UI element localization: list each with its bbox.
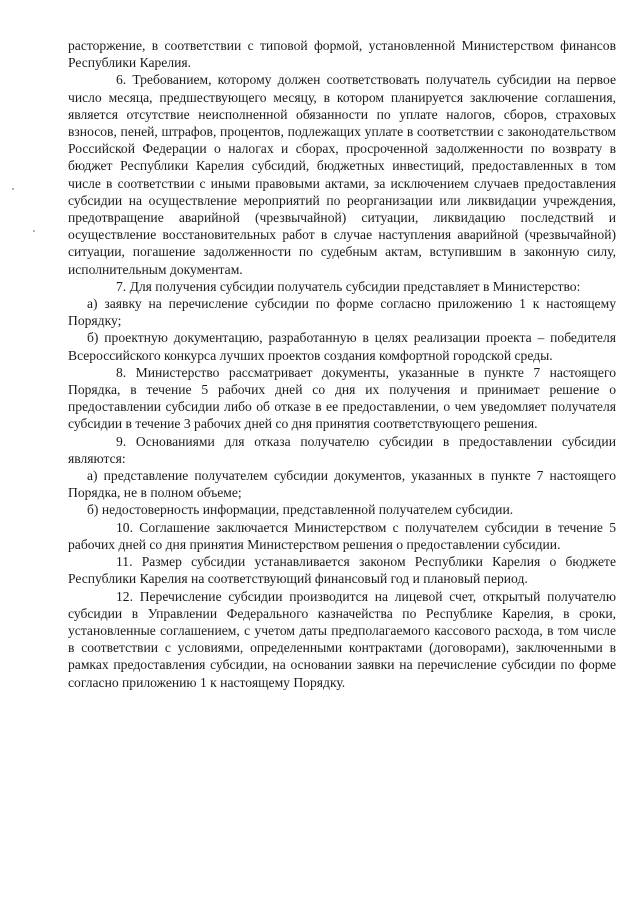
paragraph-continuation: расторжение, в соответствии с типовой формой, установленной Министерством финансов Республики Карелия. [68,38,616,71]
paragraph-7a: а) заявку на перечисление субсидии по форме согласно приложению 1 к настоящему Порядку; [68,296,616,329]
paragraph-7-documents: 7. Для получения субсидии получатель субсидии представляет в Министерство: [116,278,581,294]
scan-speck [33,230,35,232]
paragraph-9-refusal-grounds: 9. Основаниями для отказа получателю субсидии в предоставлении субсидии являются: [68,433,616,466]
paragraph-10-agreement: 10. Соглашение заключается Министерством с получателем субсидии в течение 5 рабочих дней со дня принятия Министерством решения о предоставлении субсидии. [68,519,616,552]
paragraph-11-amount: 11. Размер субсидии устанавливается законом Республики Карелия о бюджете Республики Карелия на соответствующий финансовый год и плановый период. [68,554,616,587]
paragraph-9a: а) представление получателем субсидии документов, указанных в пункте 7 настоящего Порядка, не в полном объеме; [68,468,616,501]
paragraph-6-requirements: 6. Требованием, которому должен соответствовать получатель субсидии на первое число месяца, предшествующего месяцу, в котором планируется заключение соглашения, является отсутствие неисполненной обязанности по уплате налогов, сборов, страховых взносов, пеней, штрафов, процентов, подлежащих уплате в соответствии с законодательством Российской Федерации о налогах и сборах, просроченной задолженности по возврату в бюджет Республики Карелия субсидий, бюджетных инвестиций, предоставленных в том числе в соответствии с иными правовыми актами, за исключением случаев предоставления субсидии на осуществление мероприятий по реорганизации или ликвидации учреждения, предотвращение аварийной (чрезвычайной) ситуации, ликвидацию последствий и осуществление восстановительных работ в случае наступления аварийной (чрезвычайной) ситуации, погашение задолженности по судебным актам, вступившим в законную силу, исполнительным документам. [68,72,616,277]
paragraph-12-transfer: 12. Перечисление субсидии производится на лицевой счет, открытый получателю субсидии в Управлении Федерального казначейства по Республике Карелия, в сроки, установленные соглашением, с учетом даты предполагаемого кассового расхода, в том числе в соответствии с условиями, определенными контрактами (договорами), заключенными в рамках предоставления субсидии, на основании заявки на перечисление субсидии по форме согласно приложению 1 к настоящему Порядку. [68,588,616,690]
scan-speck [12,188,14,190]
paragraph-9b: б) недостоверность информации, представленной получателем субсидии. [87,502,514,518]
paragraph-7b: б) проектную документацию, разработанную в целях реализации проекта – победителя Всероссийского конкурса лучших проектов создания комфортной городской среды. [68,330,616,363]
document-page [68,37,616,691]
paragraph-8-review: 8. Министерство рассматривает документы, указанные в пункте 7 настоящего Порядка, в течение 5 рабочих дней со дня их получения и принимает решение о предоставлении субсидии либо об отказе в ее предоставлении, о чем уведомляет получателя субсидии в течение 3 рабочих дней со дня принятия соответствующего решения. [68,364,616,432]
